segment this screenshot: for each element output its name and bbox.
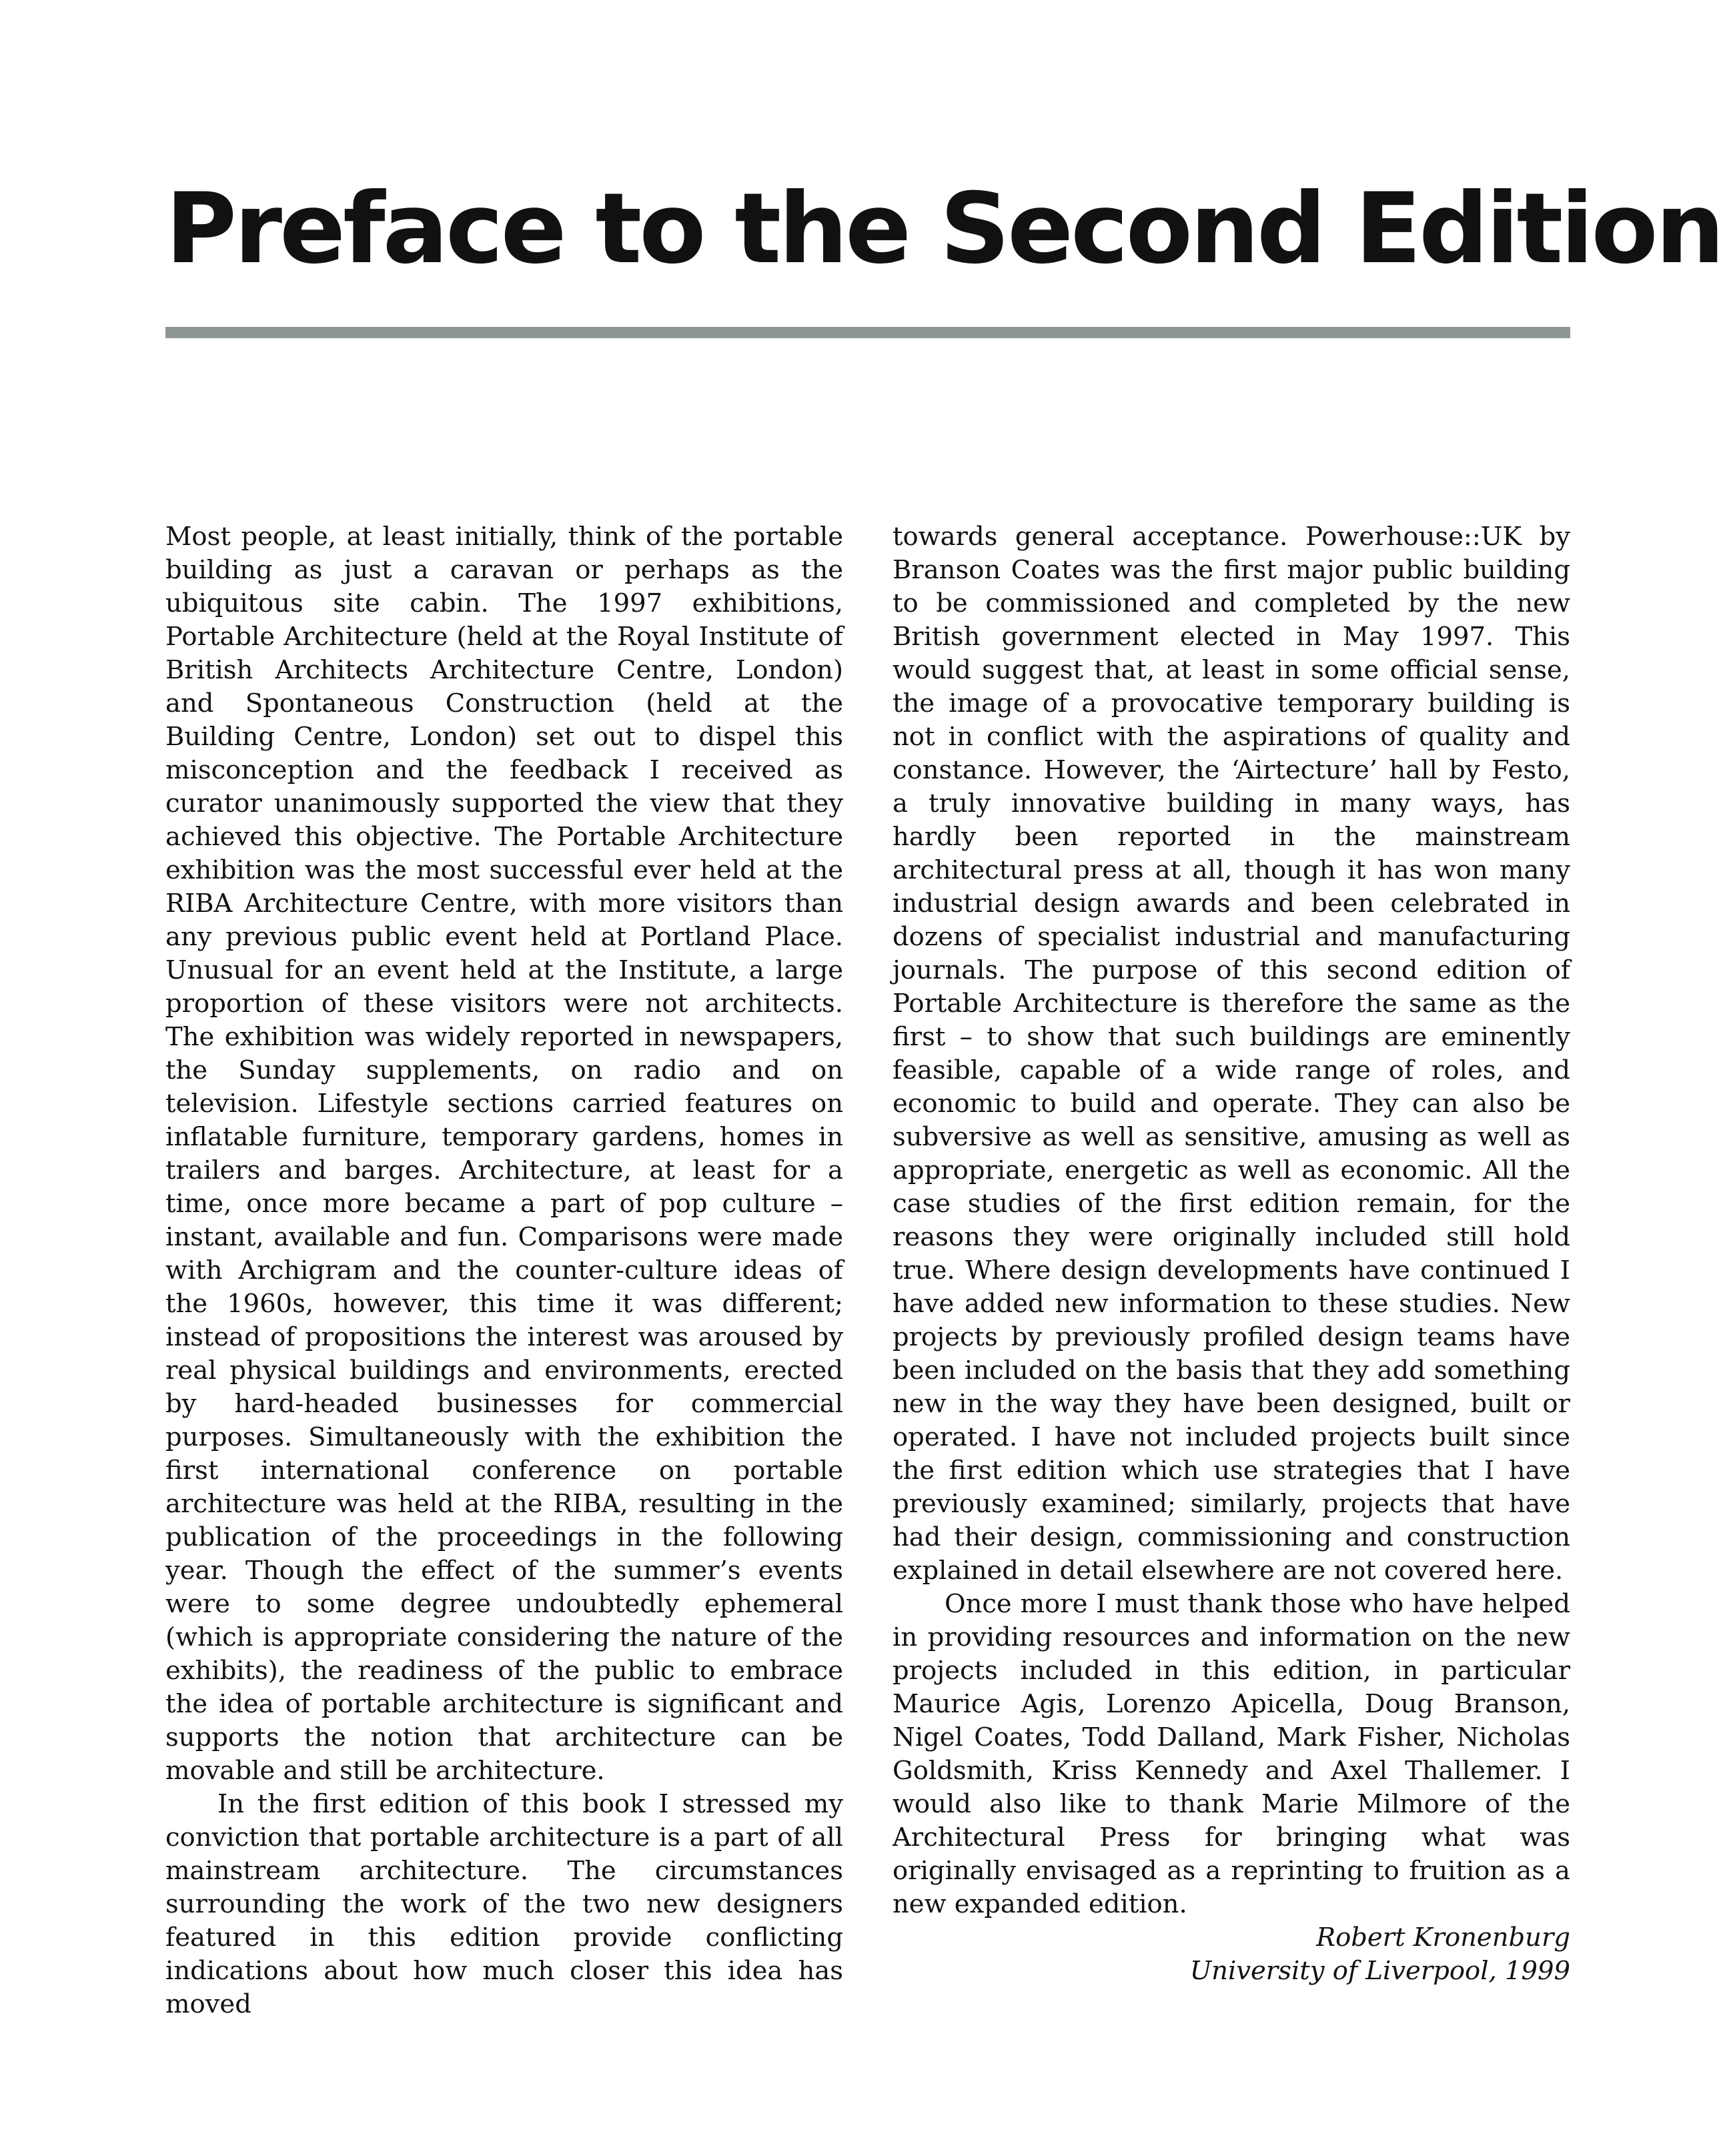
paragraph-2-end: towards general acceptance. Powerhouse::UK by Branson Coates was the first major public building to be commissioned and completed by the new British government elected in May 1997. This would suggest that, at least in some official sense, the image of a provocative temporary building is not in conflict with the aspirations of quality and constance. However, the ‘Airtecture’ hall by Festo, a truly innovative building in many ways, has hardly been reported in the mainstream architectural press at all, though it has won many industrial design awards and been celebrated in dozens of specialist industrial and manufacturing journals. The purpose of this second edition of Portable Architecture is therefore the same as the first – to show that such buildings are eminently feasible, capable of a wide range of roles, and economic to build and operate. They can also be subversive as well as sensitive, amusing as well as appropriate, energetic as well as economic. All the case studies of the first edition remain, for the reasons they were originally included still hold true. Where design developments have continued I have added new information to these studies. New projects by previously profiled design teams have been included on the basis that they add something new in the way they have been designed, built or operated. I have not included projects built since the first edition which use strategies that I have previously examined; similarly, projects that have had their design, commissioning and construction explained in detail elsewhere are not covered here. bbox=[893, 522, 1570, 1586]
left-column bbox=[165, 520, 843, 2021]
right-column bbox=[893, 520, 1570, 1988]
signature-name: Robert Kronenburg bbox=[1316, 1923, 1570, 1953]
paragraph-2-start: In the first edition of this book I stressed my conviction that portable architecture is a part of all mainstream architecture. The circumstances surrounding the work of the two new designers featured in this edition provide conflicting indications about how much closer this idea has moved bbox=[165, 1789, 843, 2019]
title-rule bbox=[165, 327, 1570, 338]
page-title: Preface to the Second Edition bbox=[165, 172, 1722, 286]
paragraph-1: Most people, at least initially, think of the portable building as just a caravan or perhaps as the ubiquitous site cabin. The 1997 exhibitions, Portable Architecture (held at the Royal Institute of British Architects Architecture Centre, London) and Spontaneous Construction (held at the Building Centre, London) set out to dispel this misconception and the feedback I received as curator unanimously supported the view that they achieved this objective. The Portable Architecture exhibition was the most successful ever held at the RIBA Architecture Centre, with more visitors than any previous public event held at Portland Place. Unusual for an event held at the Institute, a large proportion of these visitors were not architects. The exhibition was widely reported in newspapers, the Sunday supplements, on radio and on television. Lifestyle sections carried features on inflatable furniture, temporary gardens, homes in trailers and barges. Architecture, at least for a time, once more became a part of pop culture – instant, available and fun. Comparisons were made with Archigram and the counter-culture ideas of the 1960s, however, this time it was different; instead of propositions the interest was aroused by real physical buildings and environments, erected by hard-headed businesses for commercial purposes. Simultaneously with the exhibition the first international conference on portable architecture was held at the RIBA, resulting in the publication of the proceedings in the following year. Though the effect of the summer’s events were to some degree undoubtedly ephemeral (which is appropriate considering the nature of the exhibits), the readiness of the public to embrace the idea of portable architecture is significant and supports the notion that architecture can be movable and still be architecture. bbox=[165, 522, 843, 1786]
signature bbox=[893, 1921, 1570, 1988]
signature-affiliation: University of Liverpool, 1999 bbox=[1189, 1956, 1570, 1986]
paragraph-3: Once more I must thank those who have helped in providing resources and information on the new projects included in this edition, in particular Maurice Agis, Lorenzo Apicella, Doug Branson, Nigel Coates, Todd Dalland, Mark Fisher, Nicholas Goldsmith, Kriss Kennedy and Axel Thallemer. I would also like to thank Marie Milmore of the Architectural Press for bringing what was originally envisaged as a reprinting to fruition as a new expanded edition. bbox=[893, 1589, 1570, 1919]
